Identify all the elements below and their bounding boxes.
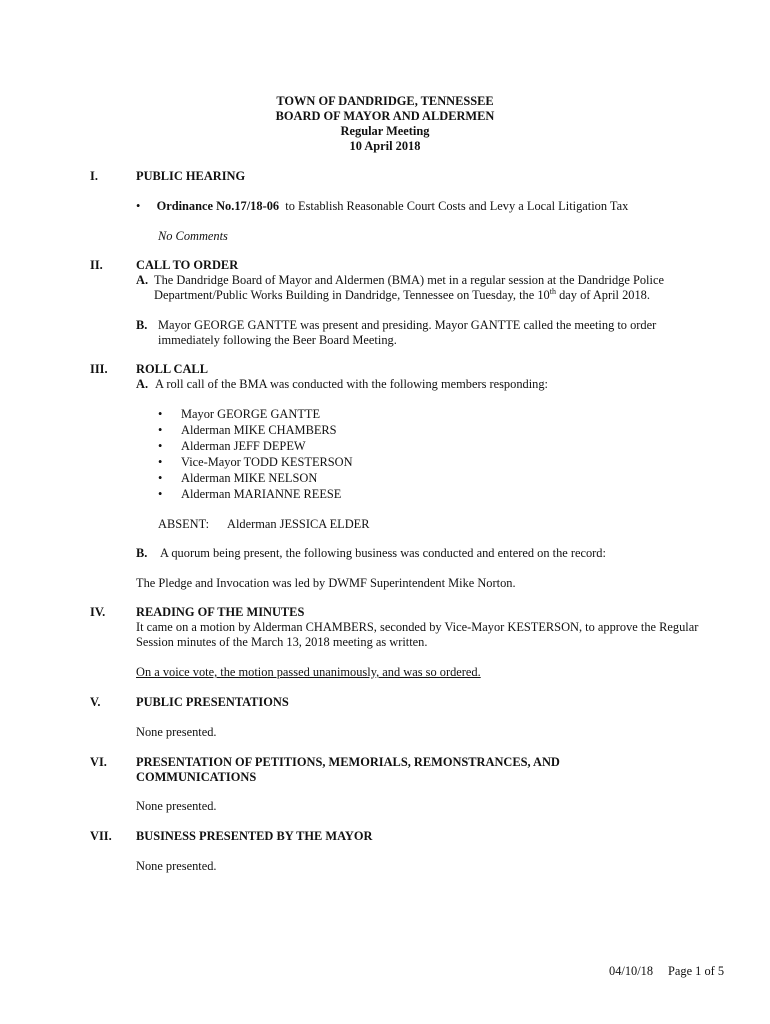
- section-2-b-label: B.: [136, 318, 148, 332]
- section-5-title: PUBLIC PRESENTATIONS: [136, 695, 289, 709]
- call-to-order-line-2-sup: th: [549, 286, 556, 296]
- member-name: Alderman MIKE NELSON: [181, 471, 318, 485]
- footer-page-number: Page 1 of 5: [668, 964, 725, 978]
- section-3-a-label: A.: [136, 377, 149, 391]
- list-item: [158, 439, 162, 454]
- section-6-body: None presented.: [136, 799, 217, 813]
- header-board: BOARD OF MAYOR AND ALDERMEN: [275, 109, 495, 123]
- minutes-vote-result: On a voice vote, the motion passed unanimously, and was so ordered.: [136, 665, 481, 679]
- list-item: [158, 423, 162, 438]
- presiding-line-2: immediately following the Beer Board Meeting.: [158, 333, 397, 347]
- bullet-icon: •: [158, 439, 163, 453]
- ordinance-number: Ordinance No.17/18-06: [156, 199, 280, 213]
- absent-label: ABSENT:: [158, 517, 210, 531]
- minutes-motion-line-1: It came on a motion by Alderman CHAMBERS, seconded by Vice-Mayor KESTERSON, to approve the Regular: [136, 620, 699, 634]
- section-2-number: II.: [90, 258, 103, 272]
- call-to-order-line-1: The Dandridge Board of Mayor and Aldermen (BMA) met in a regular session at the Dandridge Police: [154, 273, 664, 287]
- section-6-number: VI.: [90, 755, 107, 769]
- bullet-icon: •: [158, 487, 163, 501]
- list-item: [158, 487, 162, 502]
- section-3-number: III.: [90, 362, 108, 376]
- pledge-text: The Pledge and Invocation was led by DWMF Superintendent Mike Norton.: [136, 576, 516, 590]
- absent-member: Alderman JESSICA ELDER: [227, 517, 370, 531]
- ordinance-item: [136, 199, 628, 214]
- section-7-body: None presented.: [136, 859, 217, 873]
- section-6-title-line-1: PRESENTATION OF PETITIONS, MEMORIALS, REMONSTRANCES, AND: [136, 755, 560, 769]
- call-to-order-line-2-pre: Department/Public Works Building in Dandridge, Tennessee on Tuesday, the 10: [154, 288, 550, 302]
- section-4-number: IV.: [90, 605, 106, 619]
- roll-call-text: A roll call of the BMA was conducted with the following members responding:: [155, 377, 548, 391]
- bullet-icon: •: [158, 407, 163, 421]
- list-item: [158, 471, 162, 486]
- call-to-order-line-2: [154, 288, 650, 303]
- presiding-line-1: Mayor GEORGE GANTTE was present and presiding. Mayor GANTTE called the meeting to order: [158, 318, 657, 332]
- list-item: [158, 407, 162, 422]
- header-meeting-type: Regular Meeting: [340, 124, 430, 138]
- header-town: TOWN OF DANDRIDGE, TENNESSEE: [276, 94, 494, 108]
- minutes-motion-line-2: Session minutes of the March 13, 2018 meeting as written.: [136, 635, 428, 649]
- member-name: Alderman MARIANNE REESE: [181, 487, 342, 501]
- bullet-icon: •: [158, 423, 163, 437]
- section-1-number: I.: [90, 169, 98, 183]
- section-5-number: V.: [90, 695, 101, 709]
- ordinance-description: to Establish Reasonable Court Costs and Levy a Local Litigation Tax: [285, 199, 629, 213]
- member-name: Mayor GEORGE GANTTE: [181, 407, 321, 421]
- footer-date: 04/10/18: [609, 964, 654, 978]
- bullet-icon: •: [158, 471, 163, 485]
- bullet-icon: •: [158, 455, 163, 469]
- section-3-title: ROLL CALL: [136, 362, 208, 376]
- quorum-text: A quorum being present, the following business was conducted and entered on the record:: [160, 546, 606, 560]
- member-name: Vice-Mayor TODD KESTERSON: [181, 455, 353, 469]
- section-5-body: None presented.: [136, 725, 217, 739]
- list-item: [158, 455, 162, 470]
- bullet-icon: •: [136, 199, 141, 213]
- section-4-title: READING OF THE MINUTES: [136, 605, 305, 619]
- member-name: Alderman JEFF DEPEW: [181, 439, 306, 453]
- section-2-title: CALL TO ORDER: [136, 258, 239, 272]
- section-3-b-label: B.: [136, 546, 148, 560]
- call-to-order-line-2-post: day of April 2018.: [559, 288, 650, 302]
- section-7-number: VII.: [90, 829, 112, 843]
- ordinance-comment: No Comments: [158, 229, 228, 243]
- member-name: Alderman MIKE CHAMBERS: [181, 423, 337, 437]
- section-2-a-label: A.: [136, 273, 149, 287]
- header-date: 10 April 2018: [349, 139, 421, 153]
- section-6-title-line-2: COMMUNICATIONS: [136, 770, 257, 784]
- section-1-title: PUBLIC HEARING: [136, 169, 246, 183]
- section-7-title: BUSINESS PRESENTED BY THE MAYOR: [136, 829, 373, 843]
